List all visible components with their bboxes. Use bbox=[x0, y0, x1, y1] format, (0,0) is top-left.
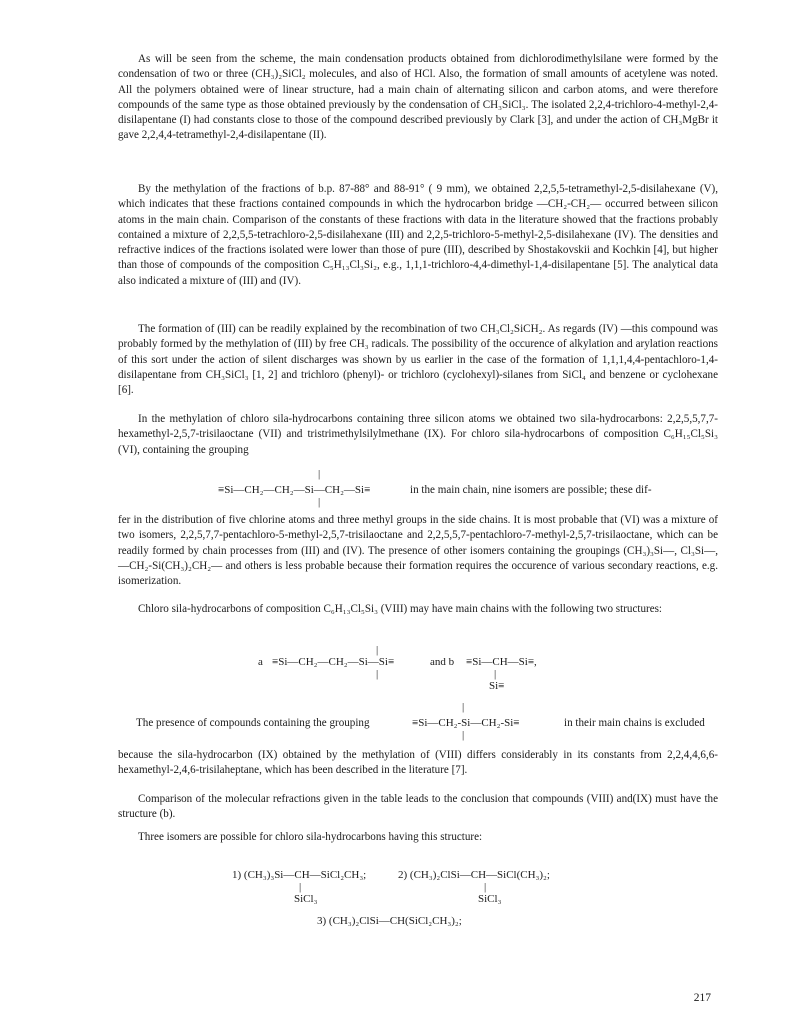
isomer-2-branch: SiCl₃ bbox=[478, 893, 502, 905]
vertical-bond-top: | bbox=[318, 468, 321, 480]
struct-b-bond: | bbox=[494, 668, 497, 680]
isomer-2-bond: | bbox=[484, 881, 487, 893]
formula-struct-b: ≡Si—CH—Si≡, bbox=[466, 656, 537, 668]
isomer-1-bond: | bbox=[299, 881, 302, 893]
vertical-bond-bottom: | bbox=[318, 496, 321, 508]
page-number: 217 bbox=[693, 992, 711, 1004]
struct-a-bond-top: | bbox=[376, 644, 379, 656]
excluded-bond-bottom: | bbox=[462, 729, 465, 741]
paragraph-4-continuation: in the main chain, nine isomers are possible; these dif- bbox=[410, 484, 652, 496]
formula-grouping-excluded: ≡Si—CH₂-Si—CH₂-Si≡ bbox=[412, 717, 520, 729]
isomer-2: 2) (CH₃)₂ClSi—CH—SiCl(CH₃)₂; bbox=[398, 869, 550, 881]
struct-a-label: a bbox=[258, 656, 263, 668]
isomer-1-branch: SiCl₃ bbox=[294, 893, 318, 905]
isomer-1: 1) (CH₃)₃Si—CH—SiCl₂CH₃; bbox=[232, 869, 367, 881]
struct-a-bond-bottom: | bbox=[376, 668, 379, 680]
paragraph-7-end: because the sila-hydrocarbon (IX) obtained by the methylation of (VIII) differs considerably in its constants from 2,2,4,4,6,6-hexamethyl-2,4,6-trisilaheptane, which has been described in the literature [7]. bbox=[118, 749, 718, 777]
paragraph-1: As will be seen from the scheme, the main condensation products obtained from dichlorodimethylsilane were formed by the condensation of two or three (CH₃)₂SiCl₂ molecules, and also of HCl. Also, the formation of small amounts of acetylene was noted. All the polymers obtained were of linear structure, had a main chain of alternating silicon and carbon atoms, and were therefore compounds of the same type as those obtained previously by the condensation of CH₃SiCl₃. The isolated 2,2,4-trichloro-4-methyl-2,4-disilapentane (I) had constants close to those of the compound described previously by Clark [3], and under the action of CH₃MgBr it gave 2,2,4,4-tetramethyl-2,4-disilapentane (II). bbox=[118, 53, 718, 142]
struct-b-label: and b bbox=[430, 656, 455, 668]
formula-struct-b-branch: Si≡ bbox=[489, 680, 505, 692]
paragraph-9: Three isomers are possible for chloro sila-hydrocarbons having this structure: bbox=[138, 831, 483, 843]
formula-grouping-main: ≡Si—CH₂—CH₂—Si—CH₂—Si≡ bbox=[218, 484, 371, 496]
paragraph-5: fer in the distribution of five chlorine atoms and three methyl groups in the side chains. It is most probable that (VI) was a mixture of two isomers, 2,2,5,7,7-pentachloro-5-methyl-2,5,7-trisilaoctane and 2,2,5,5,7-pentachloro-7-methyl-2,5,7-trisilaoctane, which can be readily formed by chain processes from (III) and (IV). The presence of other isomers containing the groupings (CH₃)₃Si—, Cl₃Si—, —CH₂-Si(CH₃)₂CH₂— and others is less probable because their formation requires the occurence of various secondary reactions, e.g. isomerization. bbox=[118, 514, 718, 588]
paragraph-2: By the methylation of the fractions of b.p. 87-88° and 88-91° ( 9 mm), we obtained 2,2,5,5-tetramethyl-2,5-disilahexane (V), which indicates that these fractions contained compounds in which the hydrocarbon bridge —CH₂-CH₂— occurred between silicon atoms in the main chain. Comparison of the constants of these fractions with data in the literature showed that the fractions probably contained a mixture of 2,2,5,5-tetrachloro-2,5-disilahexane (III) and 2,2,5-trichloro-5-methyl-2,5-disilahexane (IV). The densities and refractive indices of the fractions isolated were lower than those of pure (III), described by Shostakovskii and Kochkin [4], but higher than those of compounds of the composition C₅H₁₃Cl₃Si₂, e.g., 1,1,1-trichloro-4,4-dimethyl-1,4-disilapentane [5]. The analytical data also indicated a mixture of (III) and (IV). bbox=[118, 183, 718, 287]
paragraph-3: The formation of (III) can be readily explained by the recombination of two CH₃Cl₂SiCH₂. As regards (IV) —this compound was probably formed by the methylation of (III) by free CH₃ radicals. The possibility of the occurence of alkylation and arylation reactions of this sort under the action of silent discharges was shown by us earlier in the case of the formation of 1,1,1,4,4-pentachloro-1,4-disilapentane from CH₃SiCl₃ [1, 2] and trichloro (phenyl)- or trichloro (cyclohexyl)-silanes from SiCl₄ and benzene or cyclohexane [6]. bbox=[118, 323, 718, 397]
paragraph-8: Comparison of the molecular refractions given in the table leads to the conclusion that compounds (VIII) and(IX) must have the structure (b). bbox=[118, 793, 718, 821]
paragraph-6: Chloro sila-hydrocarbons of composition C₆H₁₃Cl₅Si₃ (VIII) may have main chains with the following two structures: bbox=[138, 603, 663, 615]
excluded-bond-top: | bbox=[462, 701, 465, 713]
paragraph-7-mid: in their main chains is excluded bbox=[564, 717, 705, 729]
paragraph-7-start: The presence of compounds containing the grouping bbox=[136, 717, 370, 729]
formula-struct-a: ≡Si—CH₂—CH₂—Si—Si≡ bbox=[272, 656, 395, 668]
isomer-3: 3) (CH₃)₂ClSi—CH(SiCl₂CH₃)₂; bbox=[317, 915, 462, 927]
paragraph-4: In the methylation of chloro sila-hydrocarbons containing three silicon atoms we obtained two sila-hydrocarbons: 2,2,5,5,7,7-hexamethyl-2,5,7-trisilaoctane (VII) and tristrimethylsilylmethane (IX). For chloro sila-hydrocarbons of composition C₆H₁₅Cl₅Si₃ (VI), containing the grouping bbox=[118, 413, 718, 456]
